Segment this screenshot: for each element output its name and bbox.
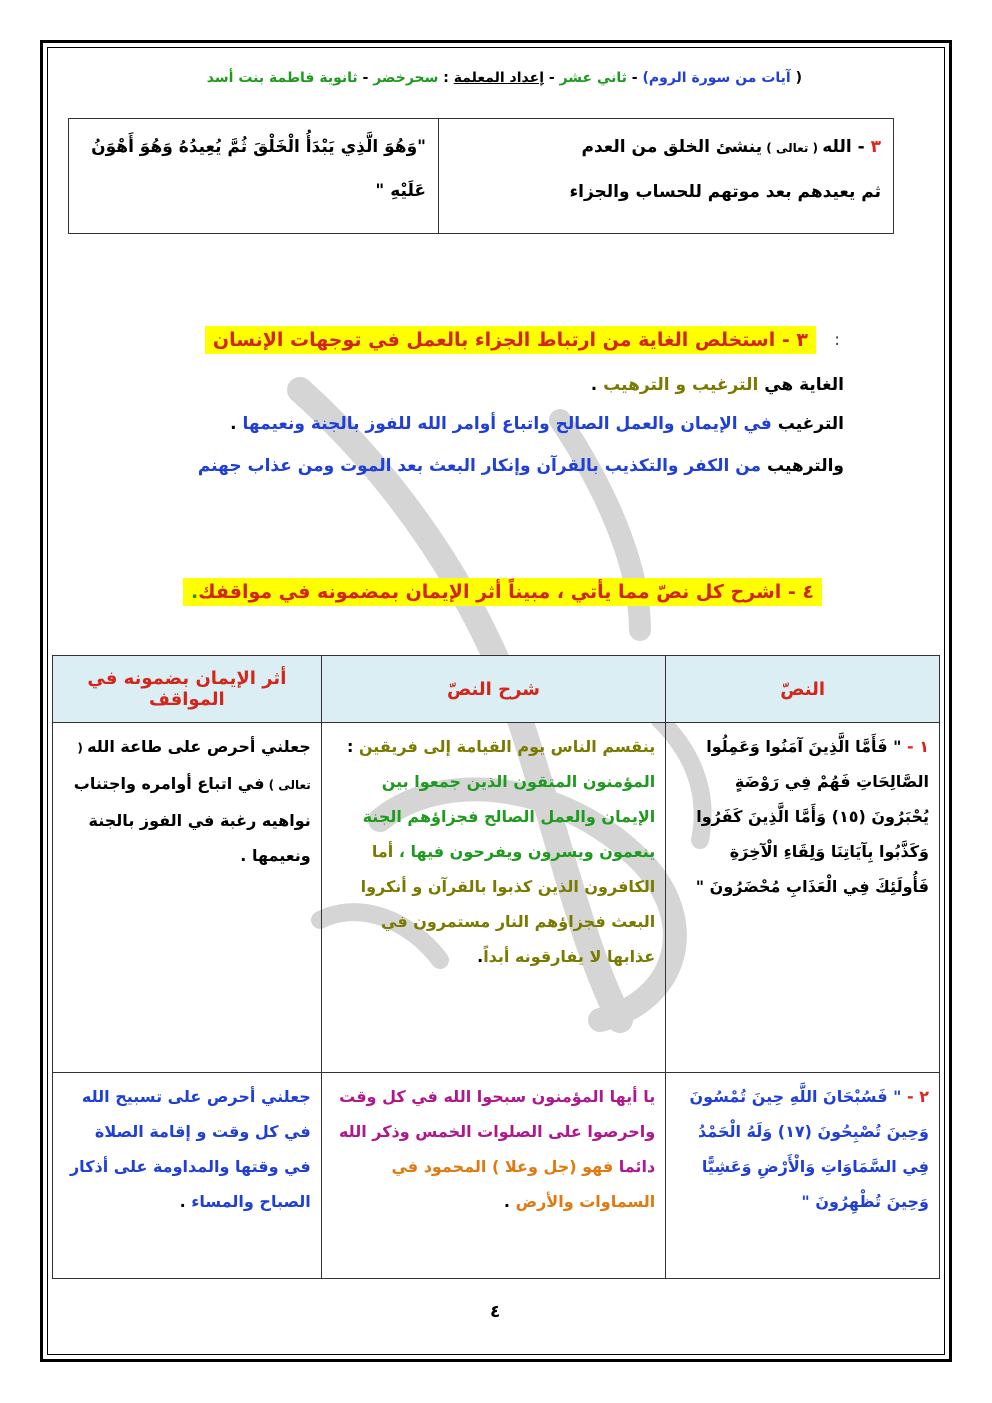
explanation-part: فهو (جل وعلا ) المحمود في السماوات والأرض — [391, 1157, 656, 1211]
explanation-part: أما الكافرون الذين كذبوا بالقرآن و أنكروا البعث فجزاؤهم النار مستمرون في عذابها لا يفارقونه أبداً — [360, 842, 656, 966]
answer-highlight: في الإيمان والعمل الصالح واتباع أوامر الله للفوز بالجنة ونعيمها — [242, 414, 778, 434]
question-dash: - — [775, 329, 797, 351]
answer-highlight: من الكفر والتكذيب بالقرآن وإنكار البعث بعد الموت ومن عذاب جهنم — [197, 456, 767, 476]
header-text: النصّ — [666, 656, 940, 723]
question-4-heading — [183, 578, 822, 606]
verse-cell — [666, 1073, 940, 1279]
question-dash: - — [781, 581, 803, 603]
top-verse: "وَهُوَ الَّذِي يَبْدَأُ الْخَلْقَ ثُمَّ يُعِيدُهُ وَهُوَ أَهْوَنُ عَلَيْهِ " — [91, 137, 426, 201]
answer-end: . — [590, 375, 604, 395]
effect-text: جعلني أحرص على طاعة الله — [87, 737, 311, 756]
explanation-part: يا أيها المؤمنون سبحوا الله في كل وقت واحرصوا على الصلوات الخمس وذكر الله دائما — [338, 1087, 656, 1176]
header-effect: أثر الإيمان بضمونه في المواقف — [53, 656, 322, 723]
row-dash: - — [901, 1087, 920, 1106]
top-table — [68, 118, 894, 234]
header-sep: - — [544, 70, 555, 86]
answer-3-line-1 — [591, 375, 844, 395]
top-line2: ثم يعيدهم بعد موتهم للحساب والجزاء — [569, 182, 881, 202]
answer-text: الترغيب — [777, 414, 844, 434]
effect-text: في اتباع أوامره واجتناب نواهيه رغبة في الفوز بالجنة ونعيمها — [73, 774, 311, 865]
question-number: ٤ — [802, 581, 814, 603]
explanation-cell — [321, 723, 665, 1073]
header-grade: ثاني عشر — [559, 70, 627, 86]
verse-cell — [666, 723, 940, 1073]
effect-sub: ( تعالى ) — [77, 741, 311, 792]
page-header — [207, 70, 802, 86]
top-table-verse-cell — [69, 119, 439, 234]
row-number: ٢ — [919, 1087, 929, 1106]
header-explanation: شرح النصّ — [321, 656, 665, 723]
header-sep: - — [626, 70, 638, 86]
main-table — [52, 655, 940, 1279]
top-line1: ينشئ الخلق من العدم — [581, 137, 763, 157]
explanation-colon: : — [346, 737, 359, 756]
effect-cell — [53, 1073, 322, 1279]
table-row — [69, 119, 894, 234]
answer-3-line-2 — [230, 414, 844, 434]
top-lead: الله — [822, 137, 852, 157]
effect-text: جعلني أحرص على تسبيح الله في كل وقت و إقامة الصلاة في وقتها والمداومة على أذكار الصباح والمساء — [69, 1087, 311, 1211]
verse-text: " فَسُبْحَانَ اللَّهِ حِينَ تُمْسُونَ وَحِينَ تُصْبِحُونَ (١٧) وَلَهُ الْحَمْدُ فِي السَّمَاوَاتِ وَالْأَرْضِ وَعَشِيًّا وَحِينَ تُظْهِرُونَ " — [689, 1087, 929, 1211]
header-prepared-label: إعداد المعلمة — [453, 70, 544, 86]
header-paren: ( — [795, 70, 802, 86]
table-header-row — [53, 656, 940, 723]
question-number: ٣ — [796, 329, 808, 351]
question-colon: : — [834, 330, 840, 350]
item-dash: - — [851, 137, 871, 157]
explanation-part: ينقسم الناس يوم القيامة إلى فريقين — [358, 737, 656, 756]
question-text: استخلص الغاية من ارتباط الجزاء بالعمل في توجهات الإنسان — [212, 329, 776, 351]
row-number: ١ — [919, 737, 929, 756]
answer-highlight: الترغيب و الترهيب — [603, 375, 759, 395]
effect-cell — [53, 723, 322, 1073]
page-number: ٤ — [490, 1302, 501, 1322]
header-school: ثانوية فاطمة بنت أسد — [206, 70, 358, 86]
header-sep: : — [438, 70, 449, 86]
answer-text: والترهيب — [766, 456, 844, 476]
verse-text: " فَأَمَّا الَّذِينَ آمَنُوا وَعَمِلُوا الصَّالِحَاتِ فَهُمْ فِي رَوْضَةٍ يُحْبَرُونَ (١٥) وَأَمَّا الَّذِينَ كَفَرُوا وَكَذَّبُوا بِآيَاتِنَا وَلِقَاءِ الْآخِرَةِ فَأُولَئِكَ فِي الْعَذَابِ مُحْضَرُونَ " — [695, 737, 929, 896]
row-dash: - — [901, 737, 920, 756]
explanation-part: المؤمنون المتقون الذين جمعوا بين الإيمان والعمل الصالح فجزاؤهم الجنة ينعمون ويسرون ويفرحون فيها ، — [362, 772, 656, 861]
header-lesson-title: آيات من سورة الروم) — [642, 70, 791, 86]
question-3-heading — [205, 326, 816, 354]
table-row — [53, 1073, 940, 1279]
explanation-end: . — [503, 1192, 516, 1211]
effect-end: . — [240, 846, 252, 865]
answer-text: الغاية هي — [764, 375, 844, 395]
explanation-end: . — [477, 947, 484, 966]
top-sub: ( تعالى ) — [762, 141, 823, 155]
header-sep: - — [362, 70, 369, 86]
header-teacher: سحرخضر — [373, 70, 439, 86]
question-text: اشرح كل نصّ مما يأتي ، مبيناً أثر الإيمان بمضمونه في مواقفك — [198, 581, 782, 603]
item-number: ٣ — [870, 137, 881, 157]
explanation-cell — [321, 1073, 665, 1279]
effect-end: . — [179, 1192, 192, 1211]
top-table-explanation-cell — [439, 119, 894, 234]
answer-3-line-3 — [198, 456, 844, 476]
answer-end: . — [230, 414, 243, 434]
question-dot: . — [190, 581, 199, 603]
table-row — [53, 723, 940, 1073]
